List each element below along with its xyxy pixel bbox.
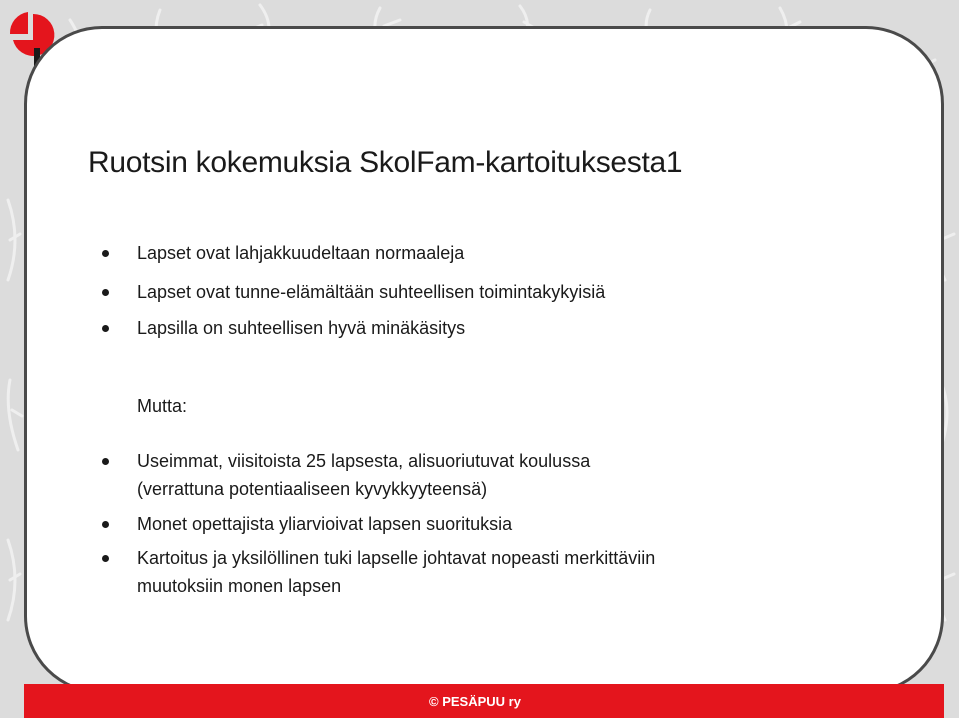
bullet-item-line: Monet opettajista yliarvioivat lapsen suorituksia (137, 514, 513, 534)
bullet-item-line: Kartoitus ja yksilöllinen tuki lapselle johtavat nopeasti merkittäviin (137, 548, 656, 568)
bullet-dot (102, 521, 109, 528)
bullet-item: Lapset ovat lahjakkuudeltaan normaaleja (137, 243, 465, 263)
subheading: Mutta: (137, 396, 188, 416)
bullet-dot (102, 555, 109, 562)
copyright-text: © PESÄPUU ry (429, 694, 521, 709)
bullet-item-line: Useimmat, viisitoista 25 lapsesta, alisuoriutuvat koulussa (137, 451, 591, 471)
bullet-dot (102, 250, 109, 257)
bullet-item: Lapsilla on suhteellisen hyvä minäkäsitys (137, 318, 466, 338)
bullet-item-continuation: (verrattuna potentiaaliseen kyvykkyyteensä) (137, 479, 488, 499)
bullet-item-continuation: muutoksiin monen lapsen (137, 576, 342, 596)
bullet-dot (102, 325, 109, 332)
bullet-dot (102, 458, 109, 465)
slide-title: Ruotsin kokemuksia SkolFam-kartoituksesta1 (88, 146, 683, 179)
bullet-dot (102, 289, 109, 296)
bullet-item: Lapset ovat tunne-elämältään suhteellisen toimintakykyisiä (137, 282, 606, 302)
